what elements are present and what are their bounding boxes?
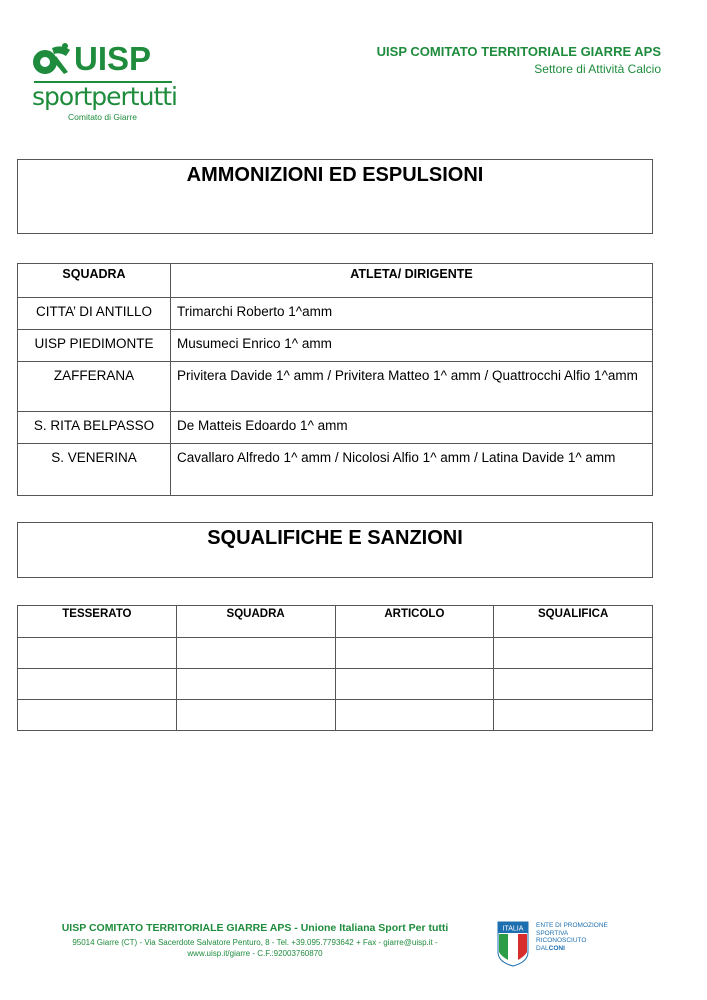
header-subtitle: Settore di Attività Calcio xyxy=(534,62,661,76)
column-header-team: SQUADRA xyxy=(18,264,171,298)
column-header-athlete: ATLETA/ DIRIGENTE xyxy=(171,264,653,298)
section-title-box xyxy=(17,159,653,234)
athlete-cell: Trimarchi Roberto 1^amm xyxy=(171,298,653,330)
empty-cell xyxy=(18,638,177,669)
athlete-cell: Cavallaro Alfredo 1^ amm / Nicolosi Alfio 1^ amm / Latina Davide 1^ amm xyxy=(171,444,653,496)
table-row xyxy=(18,298,653,330)
coni-line: RICONOSCIUTO xyxy=(536,937,587,944)
empty-cell xyxy=(335,638,494,669)
empty-cell xyxy=(176,700,335,731)
table-row xyxy=(18,669,653,700)
coni-name: CONI xyxy=(548,944,565,952)
empty-cell xyxy=(176,638,335,669)
coni-line: ENTE DI PROMOZIONE xyxy=(536,922,608,929)
section-title: AMMONIZIONI ED ESPULSIONI xyxy=(186,164,484,186)
empty-cell xyxy=(176,669,335,700)
logo-brand: UISP xyxy=(74,40,152,77)
coni-line-last xyxy=(536,945,608,953)
empty-cell xyxy=(335,700,494,731)
italy-flag-shield-icon xyxy=(496,920,530,968)
table-row xyxy=(18,412,653,444)
team-cell: UISP PIEDIMONTE xyxy=(18,330,171,362)
table-row xyxy=(18,700,653,731)
coni-prefix: DAL xyxy=(536,944,549,952)
column-header-team: SQUADRA xyxy=(176,606,335,638)
soccer-player-icon xyxy=(32,42,72,78)
uisp-logo xyxy=(32,40,182,126)
section-title-box xyxy=(17,522,653,578)
empty-cell xyxy=(494,700,653,731)
team-cell: ZAFFERANA xyxy=(18,362,171,412)
empty-cell xyxy=(494,669,653,700)
table-row xyxy=(18,362,653,412)
header-title: UISP COMITATO TERRITORIALE GIARRE APS xyxy=(376,44,661,59)
athlete-cell: De Matteis Edoardo 1^ amm xyxy=(171,412,653,444)
table-row xyxy=(18,330,653,362)
column-header-suspension: SQUALIFICA xyxy=(494,606,653,638)
table-header-row xyxy=(18,264,653,298)
suspensions-table xyxy=(17,605,653,731)
column-header-member: TESSERATO xyxy=(18,606,177,638)
table-row xyxy=(18,638,653,669)
coni-recognition-text xyxy=(536,922,608,952)
column-header-article: ARTICOLO xyxy=(335,606,494,638)
section-title: SQUALIFICHE E SANZIONI xyxy=(207,527,463,549)
athlete-cell: Musumeci Enrico 1^ amm xyxy=(171,330,653,362)
table-row xyxy=(18,444,653,496)
table-header-row xyxy=(18,606,653,638)
logo-tagline: sportpertutti xyxy=(32,82,177,111)
footer-address: 95014 Giarre (CT) - Via Sacerdote Salvatore Penturo, 8 - Tel. +39.095.7793642 + Fax - giarre@uisp.it - www.uisp.it/giarre - C.F.:92003760870 xyxy=(72,938,438,958)
empty-cell xyxy=(18,700,177,731)
coni-badge-label: ITALIA xyxy=(502,925,524,933)
team-cell: S. VENERINA xyxy=(18,444,171,496)
empty-cell xyxy=(18,669,177,700)
cautions-table xyxy=(17,263,653,496)
athlete-cell: Privitera Davide 1^ amm / Privitera Matteo 1^ amm / Quattrocchi Alfio 1^amm xyxy=(171,362,653,412)
team-cell: CITTA’ DI ANTILLO xyxy=(18,298,171,330)
team-cell: S. RITA BELPASSO xyxy=(18,412,171,444)
footer-title: UISP COMITATO TERRITORIALE GIARRE APS - Unione Italiana Sport Per tutti xyxy=(61,922,449,934)
empty-cell xyxy=(335,669,494,700)
logo-subtitle: Comitato di Giarre xyxy=(68,112,137,122)
coni-line: SPORTIVA xyxy=(536,929,569,937)
empty-cell xyxy=(494,638,653,669)
